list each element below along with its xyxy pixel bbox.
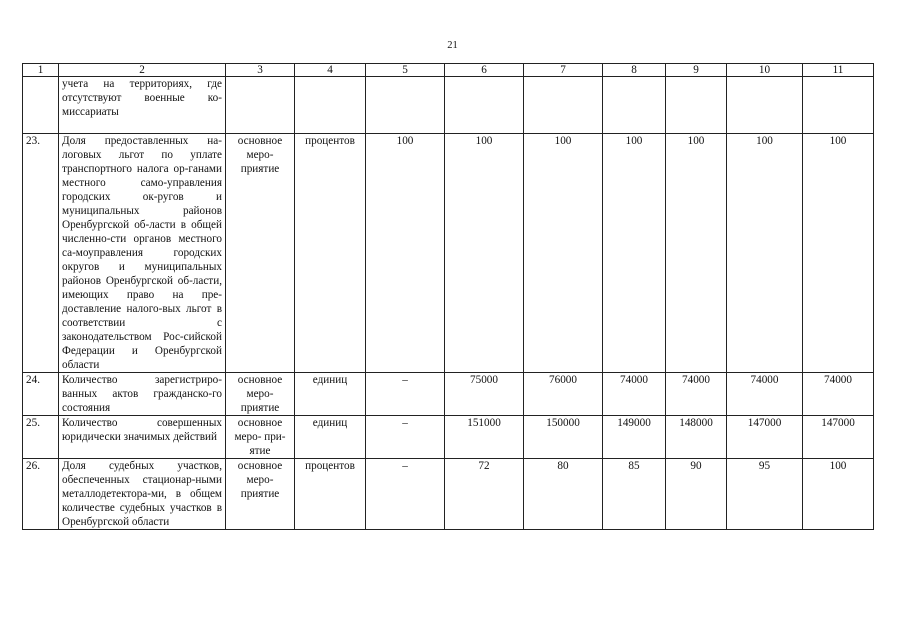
row-number: 26. [23, 459, 59, 530]
value-cell: – [366, 459, 445, 530]
value-cell [524, 77, 603, 134]
table-row [23, 373, 874, 416]
row-number: 24. [23, 373, 59, 416]
value-cell: 100 [803, 459, 874, 530]
row-number [23, 77, 59, 134]
value-cell: 148000 [666, 416, 727, 459]
column-header: 3 [226, 64, 295, 77]
value-cell: 151000 [445, 416, 524, 459]
value-cell: 76000 [524, 373, 603, 416]
value-cell: 95 [727, 459, 803, 530]
row-number: 23. [23, 134, 59, 373]
value-cell: 75000 [445, 373, 524, 416]
value-cell: 100 [727, 134, 803, 373]
value-cell [803, 77, 874, 134]
value-cell: 90 [666, 459, 727, 530]
unit: процентов [295, 459, 366, 530]
value-cell: 74000 [666, 373, 727, 416]
value-cell: 85 [603, 459, 666, 530]
value-cell [603, 77, 666, 134]
value-cell: 100 [366, 134, 445, 373]
measure-type: основное меро- при-ятие [226, 416, 295, 459]
value-cell: 100 [603, 134, 666, 373]
value-cell [445, 77, 524, 134]
measure-type [226, 77, 295, 134]
column-header: 11 [803, 64, 874, 77]
value-cell [366, 77, 445, 134]
column-header: 7 [524, 64, 603, 77]
value-cell [727, 77, 803, 134]
indicator-description: Количество совершенных юридически значимых действий [59, 416, 226, 459]
header-row [23, 64, 874, 77]
column-header: 10 [727, 64, 803, 77]
value-cell: 100 [524, 134, 603, 373]
unit: единиц [295, 373, 366, 416]
value-cell: 74000 [803, 373, 874, 416]
measure-type: основное меро-приятие [226, 459, 295, 530]
value-cell: 80 [524, 459, 603, 530]
column-header: 4 [295, 64, 366, 77]
indicator-description: Доля предоставленных на-логовых льгот по уплате транспортного налога ор-ганами местного само-управления городских ок-ругов и муниципальных районов Оренбургской об-ласти в общей численно-сти органов местного са-моуправления городских округов и муниципальных районов Оренбургской об-ласти, имеющих право на пре-доставление налого-вых льгот в соответствии с законодательством Рос-сийской Федерации и Оренбургской области [59, 134, 226, 373]
column-header: 2 [59, 64, 226, 77]
indicator-description: Количество зарегистриро-ванных актов гражданско-го состояния [59, 373, 226, 416]
measure-type: основное меро-приятие [226, 373, 295, 416]
value-cell: 74000 [727, 373, 803, 416]
value-cell: 147000 [803, 416, 874, 459]
value-cell: – [366, 373, 445, 416]
indicators-table [22, 63, 874, 530]
column-header: 8 [603, 64, 666, 77]
unit: процентов [295, 134, 366, 373]
value-cell: 100 [666, 134, 727, 373]
page-number: 21 [447, 40, 458, 51]
value-cell [666, 77, 727, 134]
column-header: 5 [366, 64, 445, 77]
value-cell: 74000 [603, 373, 666, 416]
table-row [23, 416, 874, 459]
value-cell: 150000 [524, 416, 603, 459]
value-cell: 100 [445, 134, 524, 373]
table-row [23, 134, 874, 373]
indicator-description: Доля судебных участков, обеспеченных стационар-ными металлодетектора-ми, в общем количестве судебных участков в Оренбургской области [59, 459, 226, 530]
value-cell: 149000 [603, 416, 666, 459]
indicator-description: учета на территориях, где отсутствуют военные ко-миссариаты [59, 77, 226, 134]
value-cell: – [366, 416, 445, 459]
value-cell: 147000 [727, 416, 803, 459]
value-cell: 100 [803, 134, 874, 373]
table-row [23, 459, 874, 530]
column-header: 1 [23, 64, 59, 77]
unit [295, 77, 366, 134]
table-row [23, 77, 874, 134]
row-number: 25. [23, 416, 59, 459]
value-cell: 72 [445, 459, 524, 530]
unit: единиц [295, 416, 366, 459]
measure-type: основное меро-приятие [226, 134, 295, 373]
column-header: 6 [445, 64, 524, 77]
column-header: 9 [666, 64, 727, 77]
